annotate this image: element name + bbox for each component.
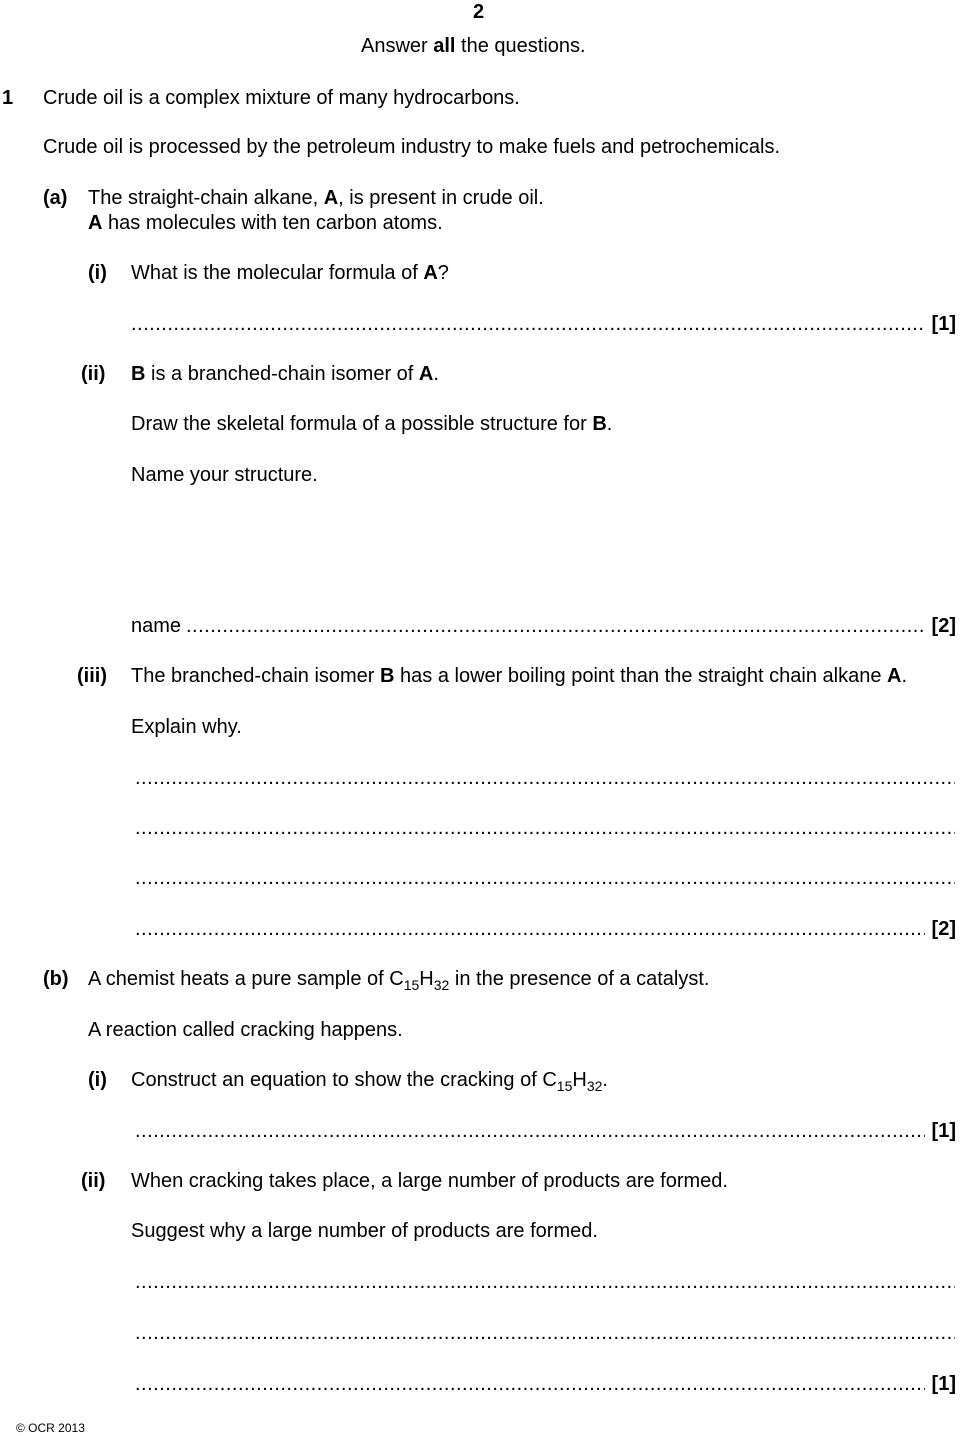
answer-line-a-iii-3[interactable] [135, 866, 955, 890]
part-b-ii-line-2: Suggest why a large number of products are formed. [131, 1220, 598, 1242]
mark-b-ii: [1] [931, 1373, 956, 1395]
part-b-ii-label: (ii) [81, 1170, 106, 1192]
q1-intro-2: Crude oil is processed by the petroleum industry to make fuels and petrochemicals. [43, 136, 781, 158]
part-a-ii-line-3: Name your structure. [131, 464, 318, 486]
answer-line-a-i[interactable] [131, 312, 926, 336]
instruction: Answer all the questions. [361, 35, 586, 57]
part-a-line-2: A has molecules with ten carbon atoms. [88, 212, 443, 234]
q1-intro-1: Crude oil is a complex mixture of many hydrocarbons. [43, 87, 520, 109]
mark-a-iii: [2] [931, 918, 956, 940]
part-a-i-question: What is the molecular formula of A? [131, 262, 449, 284]
part-a-ii-line-2: Draw the skeletal formula of a possible structure for B. [131, 413, 613, 435]
part-b-line-2: A reaction called cracking happens. [88, 1019, 403, 1041]
part-a-ii-label: (ii) [81, 363, 106, 385]
part-b-ii-line-1: When cracking takes place, a large number of products are formed. [131, 1170, 728, 1192]
part-b-label: (b) [43, 968, 69, 990]
part-a-iii-line-1: The branched-chain isomer B has a lower boiling point than the straight chain alkane A. [131, 665, 908, 687]
part-b-i-question: Construct an equation to show the cracking of $C_{15}H_{32}$. [131, 1069, 608, 1094]
part-a-iii-label: (iii) [77, 665, 107, 687]
mark-a-ii: [2] [931, 615, 956, 637]
copyright-footer: © OCR 2013 [16, 1421, 85, 1435]
mark-b-i: [1] [931, 1120, 956, 1142]
answer-line-b-i[interactable] [135, 1119, 925, 1143]
part-a-iii-line-2: Explain why. [131, 716, 242, 738]
part-a-i-label: (i) [88, 262, 107, 284]
part-b-i-label: (i) [88, 1069, 107, 1091]
part-a-line-1: The straight-chain alkane, A, is present in crude oil. [88, 187, 544, 209]
part-b-line-1: A chemist heats a pure sample of $C_{15}H_{32}$ in the presence of a catalyst. [88, 968, 710, 993]
part-a-ii-line-1: B is a branched-chain isomer of A. [131, 363, 439, 385]
answer-line-b-ii-2[interactable] [135, 1321, 955, 1345]
answer-line-name[interactable] [186, 614, 926, 638]
page-number: 2 [473, 1, 485, 23]
answer-line-b-ii-3[interactable] [135, 1372, 925, 1396]
answer-line-a-iii-4[interactable] [135, 917, 925, 941]
name-label: name [131, 615, 182, 637]
answer-line-a-iii-2[interactable] [135, 816, 955, 840]
question-number: 1 [2, 87, 14, 109]
mark-a-i: [1] [931, 313, 956, 335]
answer-line-a-iii-1[interactable] [135, 766, 955, 790]
part-a-label: (a) [43, 187, 68, 209]
answer-line-b-ii-1[interactable] [135, 1270, 955, 1294]
